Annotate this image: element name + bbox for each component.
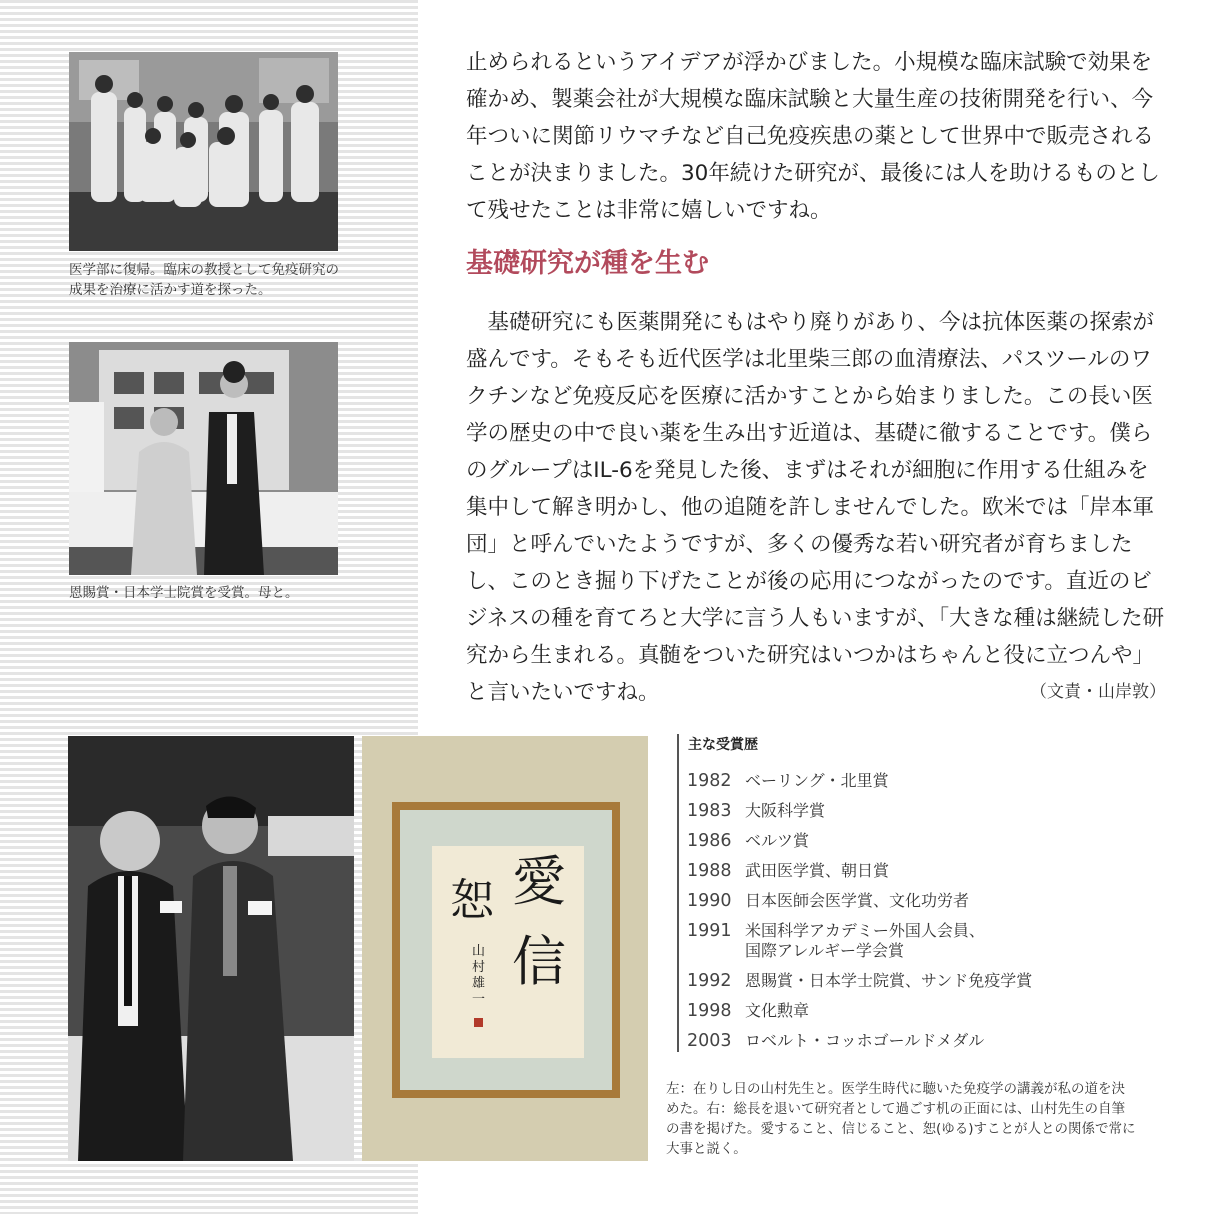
award-row [687, 796, 1099, 826]
award-year: 1982 [687, 771, 732, 791]
calligraphy-seal [474, 1018, 483, 1027]
article-paragraph-2-text: 基礎研究にも医薬開発にもはやり廃りがあり、今は抗体医薬の探索が盛んです。そもそも近代医学は北里柴三郎の血清療法、パスツールのワクチンなど免疫反応を医療に活かすことから始まりました。この長い医学の歴史の中で良い薬を生み出す近道は、基礎に徹することです。僕らのグループはIL-6を発見した後、まずはそれが細胞に作用する仕組みを集中して解き明かし、他の追随を許しませんでした。欧米では「岸本軍団」と呼んでいたようですが、多くの優秀な若い研究者が育ちましたし、このとき掘り下げたことが後の応用につながったのです。直近のビジネスの種を育てろと大学に言う人もいますが、「大きな種は継続した研究から生まれる。真髄をついた研究はいつかはちゃんと役に立つんや」と言いたいですね。 [466, 310, 1165, 705]
awards-title: 主な受賞歴 [688, 737, 758, 753]
group-photo-caption: 医学部に復帰。臨床の教授として免疫研究の成果を治療に活かす道を探った。 [69, 262, 339, 298]
award-year: 1986 [687, 831, 732, 851]
award-name: ベルツ賞 [745, 831, 810, 850]
award-name: 恩賜賞・日本学士院賞、サンド免疫学賞 [745, 971, 1033, 990]
awards-list [677, 734, 1099, 1052]
bottom-photos-caption: 左：在りし日の山村先生と。医学生時代に聴いた免疫学の講義が私の道を決めた。右：総長を退いて研究者として過ごす机の正面には、山村先生の自筆の書を掲げた。愛すること、信じること、恕(ゆる)すことが人との関係で常に大事と説く。 [666, 1081, 1136, 1157]
award-name: 日本医師会医学賞、文化功労者 [745, 891, 970, 910]
award-row [687, 1026, 1099, 1056]
calligraphy-signature: 山村雄一 [472, 944, 486, 1007]
calligraphy-char-love: 愛 [512, 850, 566, 913]
award-year: 1992 [687, 971, 732, 991]
award-name: 武田医学賞、朝日賞 [745, 861, 890, 880]
calligraphy-artwork [432, 846, 584, 1058]
award-name: ロベルト・コッホゴールドメダル [745, 1031, 985, 1050]
award-row [687, 966, 1099, 996]
award-row [687, 826, 1099, 856]
award-year: 1991 [687, 921, 732, 941]
award-year: 1990 [687, 891, 732, 911]
section-heading: 基礎研究が種を生む [466, 248, 709, 279]
calligraphy-char-forgive: 恕 [450, 875, 494, 926]
award-name: 米国科学アカデミー外国人会員、 国際アレルギー学会賞 [745, 921, 985, 960]
award-name: 文化勲章 [745, 1001, 810, 1020]
award-ceremony-photo [69, 342, 338, 575]
photo-with-yamamura [68, 736, 354, 1161]
award-ceremony-caption: 恩賜賞・日本学士院賞を受賞。母と。 [69, 585, 299, 601]
article-paragraph-2 [466, 304, 1166, 711]
award-row [687, 856, 1099, 886]
award-row [687, 766, 1099, 796]
award-year: 1983 [687, 801, 732, 821]
award-row [687, 916, 1099, 966]
article-credit: （文責・山岸敦） [1030, 682, 1166, 702]
group-photo [69, 52, 338, 251]
award-year: 1988 [687, 861, 732, 881]
framed-calligraphy-photo [362, 736, 648, 1161]
award-name: ベーリング・北里賞 [745, 771, 889, 790]
article-paragraph-1: 止められるというアイデアが浮かびました。小規模な臨床試験で効果を確かめ、製薬会社が大規模な臨床試験と大量生産の技術開発を行い、今年ついに関節リウマチなど自己免疫疾患の薬として世界中で販売されることが決まりました。30年続けた研究が、最後には人を助けるものとして残せたことは非常に嬉しいですね。 [466, 50, 1160, 223]
award-name: 大阪科学賞 [745, 801, 826, 820]
award-row [687, 996, 1099, 1026]
award-year: 2003 [687, 1031, 732, 1051]
calligraphy-char-trust: 信 [512, 930, 566, 993]
award-row [687, 886, 1099, 916]
award-year: 1998 [687, 1001, 732, 1021]
